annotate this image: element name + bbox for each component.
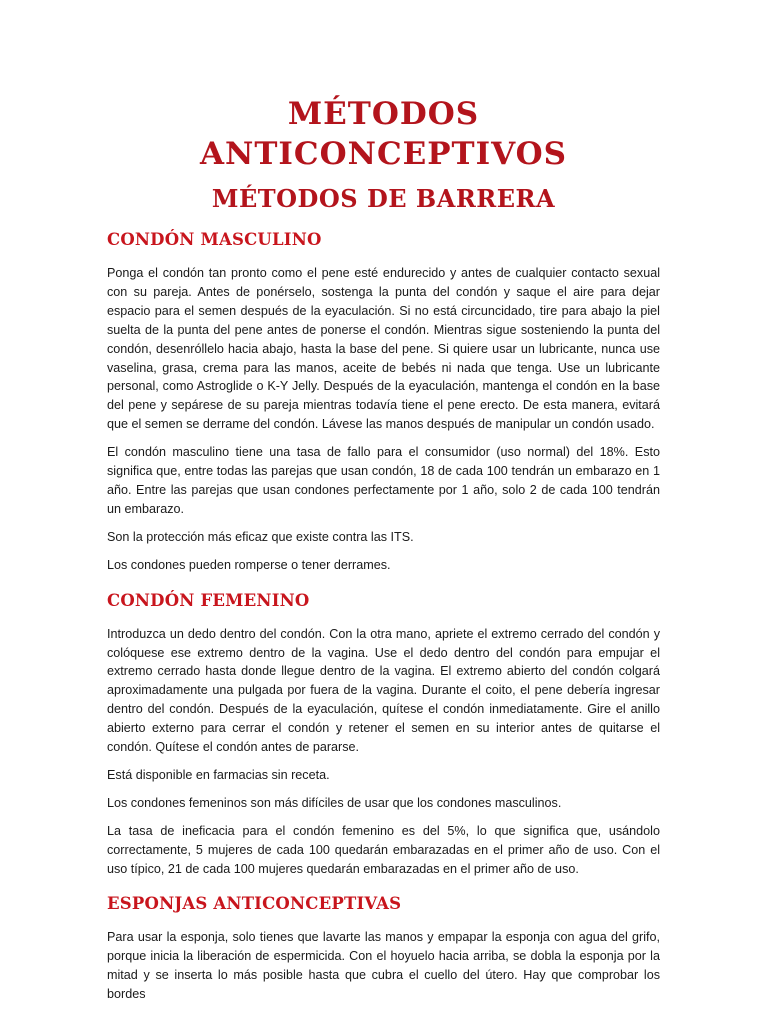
section-esponjas-anticonceptivas (107, 892, 660, 1004)
paragraph: El condón masculino tiene una tasa de fallo para el consumidor (uso normal) del 18%. Esto significa que, entre todas las parejas que usan condón, 18 de cada 100 tendrán un embarazo en 1 año. Entre las parejas que usan condones perfectamente por 1 año, solo 2 de cada 100 tendrán un embarazo. (107, 445, 660, 516)
section-heading: CONDÓN FEMENINO (107, 590, 310, 610)
paragraph: Está disponible en farmacias sin receta. (107, 767, 330, 782)
paragraph: Introduzca un dedo dentro del condón. Con la otra mano, apriete el extremo cerrado del condón y colóquese ese extremo dentro de la vagina. Use el dedo dentro del condón para empujar el extremo cerrado hasta donde llegue dentro de la vagina. El extremo abierto del condón colgará aproximadamente una pulgada por fuera de la vagina. Durante el coito, el pene debería ingresar dentro del condón. Después de la eyaculación, quítese el condón inmediatamente. Gire el anillo abierto externo para cerrar el condón y retener el semen en su interior antes de quitarse el condón. Quítese el condón antes de pararse. (107, 626, 660, 755)
paragraph: Los condones pueden romperse o tener derrames. (107, 557, 391, 572)
section-condon-masculino (107, 228, 660, 575)
section-condon-femenino (107, 589, 660, 879)
paragraph: Son la protección más eficaz que existe contra las ITS. (107, 529, 414, 544)
paragraph: Los condones femeninos son más difíciles de usar que los condones masculinos. (107, 795, 562, 810)
paragraph: La tasa de ineficacia para el condón femenino es del 5%, lo que significa que, usándolo correctamente, 5 mujeres de cada 100 quedarán embarazadas en el primer año de uso. Con el uso típico, 21 de cada 100 mujeres quedarán embarazadas en el primer año de uso. (107, 823, 660, 876)
section-heading: ESPONJAS ANTICONCEPTIVAS (107, 894, 402, 914)
paragraph: Ponga el condón tan pronto como el pene esté endurecido y antes de cualquier contacto sexual con su pareja. Antes de ponérselo, sostenga la punta del condón y saque el aire para dejar espacio para el semen después de la eyaculación. Si no está circuncidado, tire para abajo la piel suelta de la punta del pene antes de ponerse el condón. Mientras sigue sosteniendo la punta del condón, desenróllelo hacia abajo, hasta la base del pene. Si quiere usar un lubricante, nunca use vaselina, grasa, crema para las manos, aceite de bebés ni nada que tenga. Use un lubricante personal, como Astroglide o K-Y Jelly. Después de la eyaculación, mantenga el condón en la base del pene y sepárese de su pareja mientras todavía tiene el pene erecto. De esta manera, evitará que el semen se derrame del condón. Lávese las manos después de manipular un condón usado. (107, 266, 660, 432)
paragraph: Para usar la esponja, solo tienes que lavarte las manos y empapar la esponja con agua del grifo, porque inicia la liberación de espermicida. Con el hoyuelo hacia arriba, se dobla la esponja por la mitad y se inserta lo más posible hasta que cubra el cuello del útero. Hay que comprobar los bordes (107, 930, 660, 1002)
document-title: MÉTODOS ANTICONCEPTIVOS (199, 96, 568, 172)
section-heading: CONDÓN MASCULINO (107, 230, 322, 249)
document-subtitle: MÉTODOS DE BARRERA (211, 184, 556, 213)
